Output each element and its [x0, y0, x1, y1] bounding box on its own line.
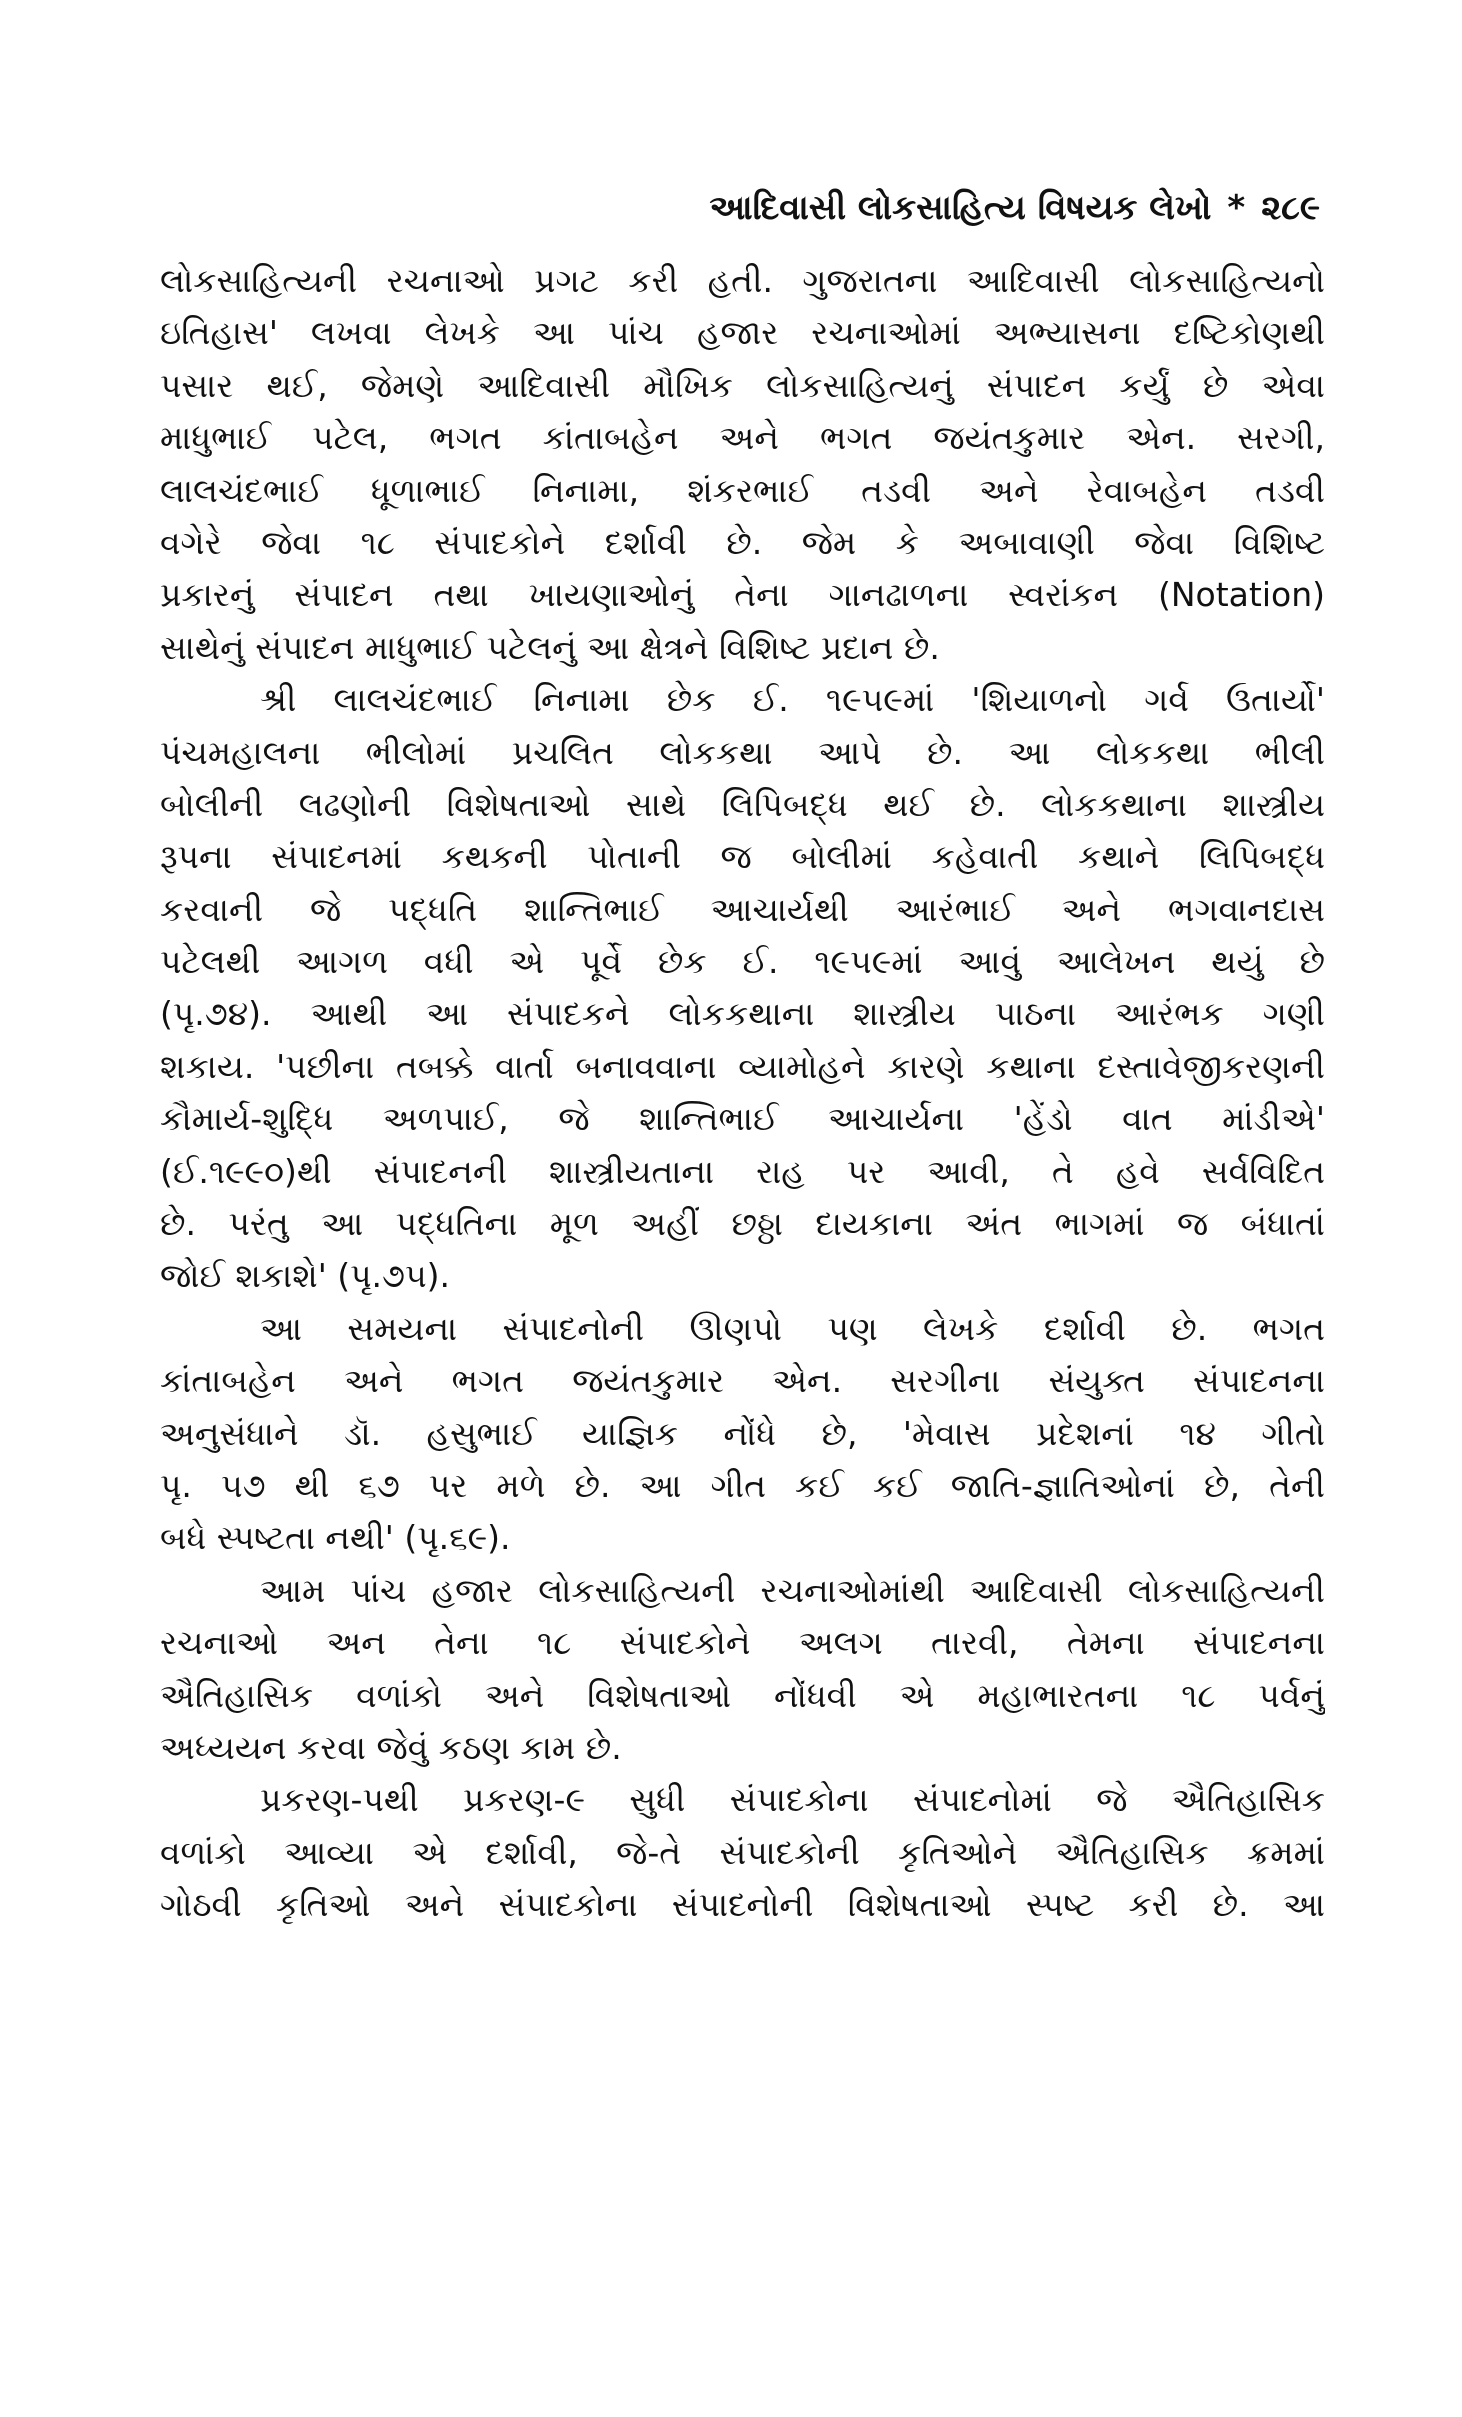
text-line: ઇતિહાસ' લખવા લેખકે આ પાંચ હજાર રચનાઓમાં અભ્યાસના દષ્ટિકોણથી [160, 313, 1325, 353]
text-line: વળાંકો આવ્યા એ દર્શાવી, જે-તે સંપાદકોની કૃતિઓને ઐતિહાસિક ક્રમમાં [160, 1832, 1325, 1872]
header-title: આદિવાસી લોકસાહિત્ય વિષયક લેખો [709, 188, 1212, 228]
text-line: પંચમહાલના ભીલોમાં પ્રચલિત લોકકથા આપે છે. આ લોકકથા ભીલી [160, 732, 1325, 772]
paragraph-first-line: આ સમયના સંપાદનોની ઊણપો પણ લેખકે દર્શાવી છે. ભગત [260, 1308, 1325, 1348]
text-line: લાલચંદભાઈ ધૂળાભાઈ નિનામા, શંકરભાઈ તડવી અને રેવાબહેન તડવી [160, 470, 1325, 510]
text-line: રૂપના સંપાદનમાં કથકની પોતાની જ બોલીમાં કહેવાતી કથાને લિપિબદ્ધ [160, 837, 1325, 877]
text-line: રચનાઓ અન તેના ૧૮ સંપાદકોને અલગ તારવી, તેમના સંપાદનના [160, 1623, 1325, 1663]
text-line: બધે સ્પષ્ટતા નથી' (પૃ.૬૯). [160, 1518, 511, 1558]
text-line: લોકસાહિત્યની રચનાઓ પ્રગટ કરી હતી. ગુજરાતના આદિવાસી લોકસાહિત્યનો [160, 261, 1325, 300]
body-text [160, 255, 1325, 1932]
text-line: જોઈ શકાશે' (પૃ.૭૫). [160, 1256, 451, 1296]
text-line: પસાર થઈ, જેમણે આદિવાસી મૌખિક લોકસાહિત્યનું સંપાદન કર્યું છે એવા [160, 365, 1325, 405]
text-line: કરવાની જે પદ્ધતિ શાન્તિભાઈ આચાર્યથી આરંભાઈ અને ભગવાનદાસ [160, 889, 1325, 929]
text-line: કૌમાર્ય-શુદ્ધિ અળપાઈ, જે શાન્તિભાઈ આચાર્યના 'હેંડો વાત માંડીએ' [160, 1099, 1325, 1139]
paragraph-first-line: આમ પાંચ હજાર લોકસાહિત્યની રચનાઓમાંથી આદિવાસી લોકસાહિત્યની [260, 1570, 1325, 1610]
paragraph-first-line: પ્રકરણ-પથી પ્રકરણ-૯ સુધી સંપાદકોના સંપાદનોમાં જે ઐતિહાસિક [260, 1780, 1325, 1820]
text-line: પટેલથી આગળ વધી એ પૂર્વે છેક ઈ. ૧૯૫૯માં આવું આલેખન થયું છે [160, 942, 1325, 982]
text-line: (પૃ.૭૪). આથી આ સંપાદકને લોકકથાના શાસ્ત્રીય પાઠના આરંભક ગણી [160, 994, 1325, 1034]
paragraph-first-line: શ્રી લાલચંદભાઈ નિનામા છેક ઈ. ૧૯૫૯માં 'શિયાળનો ગર્વ ઉતાર્યો' [260, 680, 1325, 720]
text-line: શકાય. 'પછીના તબક્કે વાર્તા બનાવવાના વ્યામોહને કારણે કથાના દસ્તાવેજીકરણની [160, 1046, 1325, 1086]
text-line: પ્રકારનું સંપાદન તથા ખાયણાઓનું તેના ગાનઢાળના સ્વરાંકન (Notation) [160, 575, 1325, 615]
text-line: વગેરે જેવા ૧૮ સંપાદકોને દર્શાવી છે. જેમ કે અબાવાણી જેવા વિશિષ્ટ [160, 522, 1325, 562]
text-line: (ઈ.૧૯૯૦)થી સંપાદનની શાસ્ત્રીયતાના રાહ પર આવી, તે હવે સર્વવિદિત [160, 1151, 1325, 1191]
text-line: માધુભાઈ પટેલ, ભગત કાંતાબહેન અને ભગત જયંતકુમાર એન. સરગી, [160, 418, 1325, 458]
text-line: કાંતાબહેન અને ભગત જયંતકુમાર એન. સરગીના સંયુક્ત સંપાદનના [160, 1361, 1325, 1401]
asterisk-separator-icon: * [1227, 188, 1246, 228]
text-line: અનુસંધાને ડૉ. હસુભાઈ યાજ્ઞિક નોંધે છે, 'મેવાસ પ્રદેશનાં ૧૪ ગીતો [160, 1413, 1325, 1453]
text-line: સાથેનું સંપાદન માધુભાઈ પટેલનું આ ક્ષેત્રને વિશિષ્ટ પ્રદાન છે. [160, 627, 940, 667]
text-line: ઐતિહાસિક વળાંકો અને વિશેષતાઓ નોંધવી એ મહાભારતના ૧૮ પર્વનું [160, 1675, 1325, 1715]
text-line: ગોઠવી કૃતિઓ અને સંપાદકોના સંપાદનોની વિશેષતાઓ સ્પષ્ટ કરી છે. આ [160, 1885, 1325, 1925]
text-line: છે. પરંતુ આ પદ્ધતિના મૂળ અહીં છઠ્ઠા દાયકાના અંત ભાગમાં જ બંધાતાં [160, 1204, 1325, 1244]
text-line: બોલીની લઢણોની વિશેષતાઓ સાથે લિપિબદ્ધ થઈ છે. લોકકથાના શાસ્ત્રીય [160, 784, 1325, 824]
running-header [600, 188, 1320, 228]
page-number: ૨૮૯ [1261, 188, 1320, 228]
text-line: અધ્યયન કરવા જેવું કઠણ કામ છે. [160, 1727, 622, 1767]
text-line: પૃ. ૫૭ થી ૬૭ પર મળે છે. આ ગીત કઈ કઈ જાતિ-જ્ઞાતિઓનાં છે, તેની [160, 1465, 1325, 1505]
